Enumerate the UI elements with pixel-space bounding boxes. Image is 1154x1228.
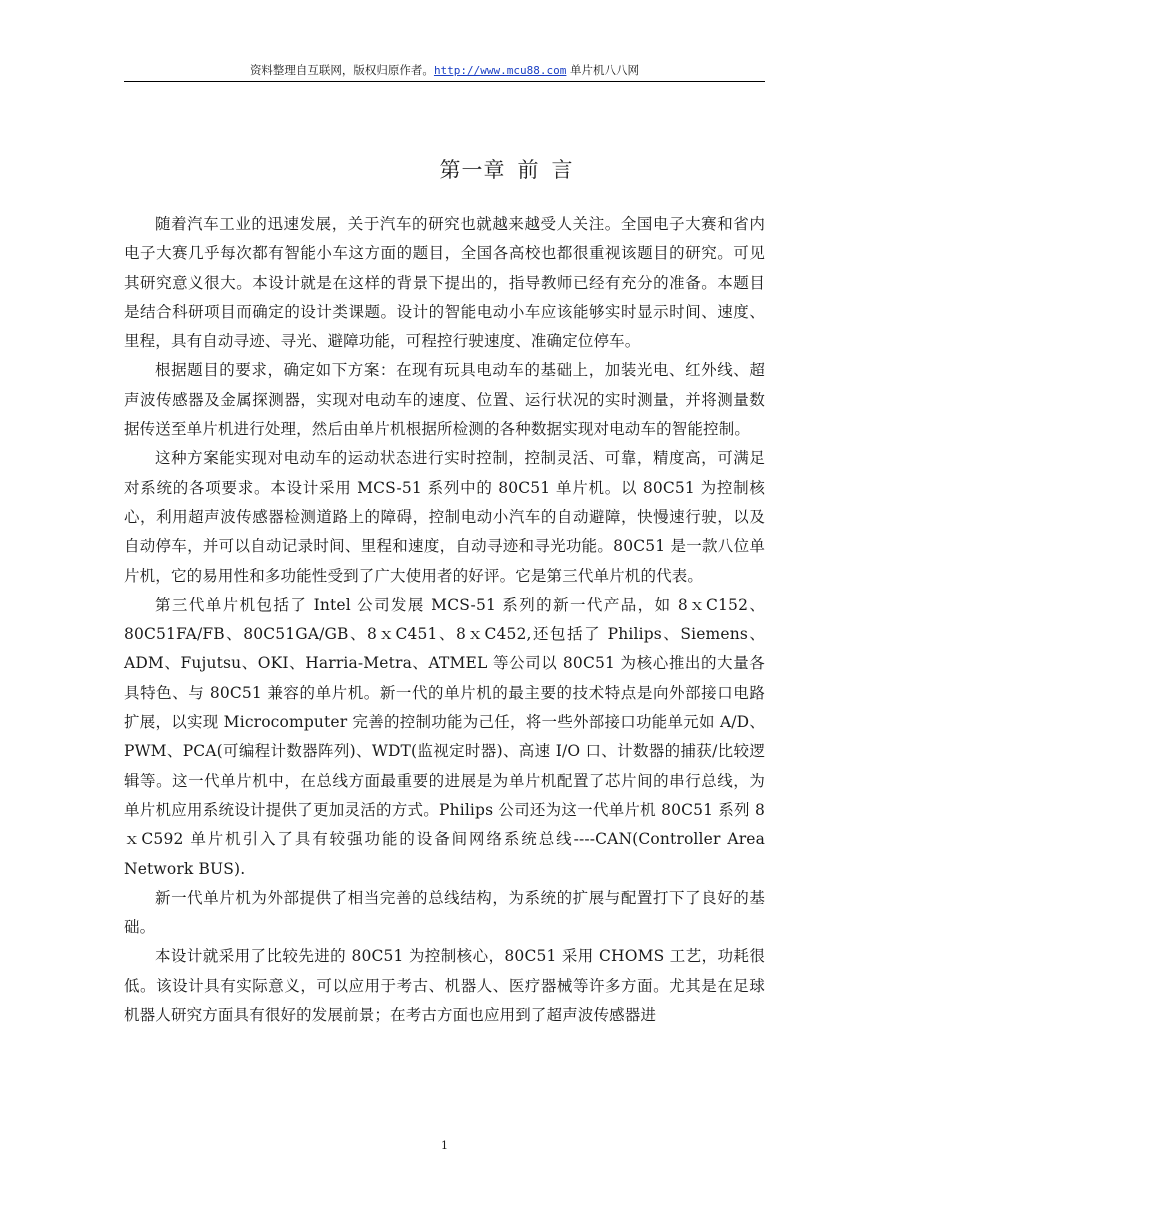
page-header [124, 62, 765, 82]
header-website-link[interactable]: http://www.mcu88.com [433, 64, 567, 77]
header-site-name: 单片机八八网 [570, 63, 640, 77]
paragraph-4: 第三代单片机包括了 Intel 公司发展 MCS-51 系列的新一代产品，如 8ｘC152、80C51FA/FB、80C51GA/GB、8ｘC451、8ｘC452,还包括了 Philips、Siemens、ADM、Fujutsu、OKI、Harria-Metra、ATMEL 等公司以 80C51 为核心推出的大量各具特色、与 80C51 兼容的单片机。新一代的单片机的最主要的技术特点是向外部接口电路扩展，以实现 Microcomputer 完善的控制功能为己任，将一些外部接口功能单元如 A/D、PWM、PCA(可编程计数器阵列)、WDT(监视定时器)、高速 I/O 口、计数器的捕获/比较逻辑等。这一代单片机中，在总线方面最重要的进展是为单片机配置了芯片间的串行总线，为单片机应用系统设计提供了更加灵活的方式。Philips 公司还为这一代单片机 80C51 系列 8ｘC592 单片机引入了具有较强功能的设备间网络系统总线----CAN(Controller Area Network BUS). [124, 595, 765, 878]
paragraph-1: 随着汽车工业的迅速发展，关于汽车的研究也就越来越受人关注。全国电子大赛和省内电子大赛几乎每次都有智能小车这方面的题目，全国各高校也都很重视该题目的研究。可见其研究意义很大。本设计就是在这样的背景下提出的，指导教师已经有充分的准备。本题目是结合科研项目而确定的设计类课题。设计的智能电动小车应该能够实时显示时间、速度、里程，具有自动寻迹、寻光、避障功能，可程控行驶速度、准确定位停车。 [124, 215, 765, 351]
document-body [124, 210, 765, 1030]
chapter-title-word-1: 前 [517, 158, 540, 182]
paragraph-5: 新一代单片机为外部提供了相当完善的总线结构，为系统的扩展与配置打下了良好的基础。 [124, 888, 765, 937]
paragraph-6: 本设计就采用了比较先进的 80C51 为控制核心，80C51 采用 CHOMS 工艺，功耗很低。该设计具有实际意义，可以应用于考古、机器人、医疗器械等许多方面。尤其是在足球机器人研究方面具有很好的发展前景；在考古方面也应用到了超声波传感器进 [124, 947, 765, 1025]
chapter-title [124, 156, 889, 184]
header-source-text: 资料整理自互联网，版权归原作者。 [249, 63, 434, 77]
chapter-title-word-2: 言 [551, 158, 574, 182]
paragraph-2: 根据题目的要求，确定如下方案：在现有玩具电动车的基础上，加装光电、红外线、超声波传感器及金属探测器，实现对电动车的速度、位置、运行状况的实时测量，并将测量数据传送至单片机进行处理，然后由单片机根据所检测的各种数据实现对电动车的智能控制。 [124, 361, 765, 439]
page-number: 1 [441, 1139, 448, 1152]
paragraph-3: 这种方案能实现对电动车的运动状态进行实时控制，控制灵活、可靠，精度高，可满足对系统的各项要求。本设计采用 MCS-51 系列中的 80C51 单片机。以 80C51 为控制核心，利用超声波传感器检测道路上的障碍，控制电动小汽车的自动避障，快慢速行驶，以及自动停车，并可以自动记录时间、里程和速度，自动寻迹和寻光功能。80C51 是一款八位单片机，它的易用性和多功能性受到了广大使用者的好评。它是第三代单片机的代表。 [124, 449, 765, 585]
chapter-number: 第一章 [439, 158, 506, 182]
